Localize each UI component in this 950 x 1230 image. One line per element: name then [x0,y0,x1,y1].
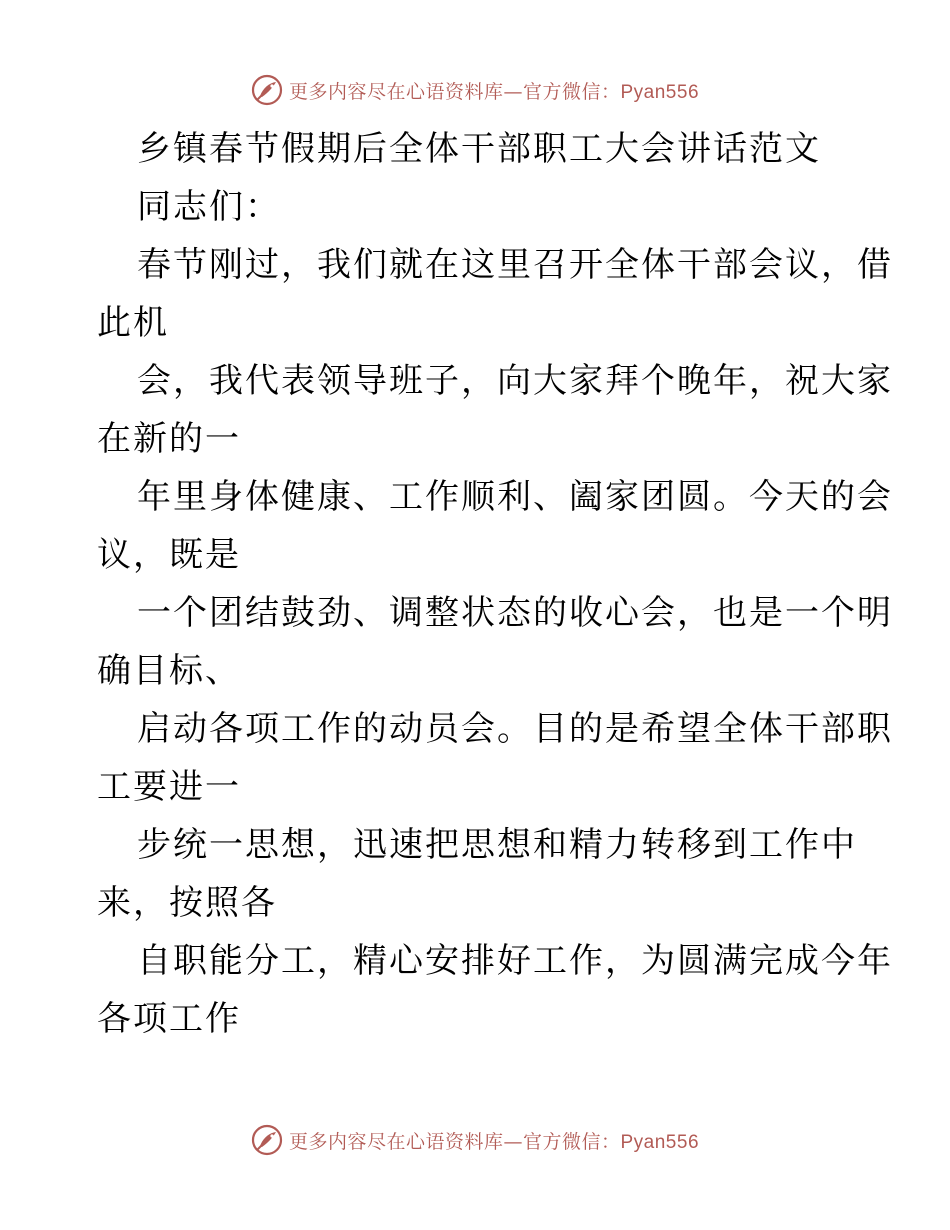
paragraph-line: 自职能分工，精心安排好工作，为圆满完成今年 [137,941,893,981]
paragraph-line: 此机 [97,303,169,343]
paragraph-line: 工要进一 [97,767,241,807]
paragraph-line: 春节刚过，我们就在这里召开全体干部会议，借 [137,245,893,285]
header-dash: — [503,80,523,103]
paragraph-line: 会，我代表领导班子，向大家拜个晚年，祝大家 [137,361,893,401]
paragraph-line: 来，按照各 [97,883,277,923]
paragraph-line: 在新的一 [97,419,241,459]
footer-account: Pyan556 [620,1131,700,1153]
paragraph-line: 年里身体健康、工作顺利、阖家团圆。今天的会 [137,477,893,517]
footer-banner-inner [251,1124,699,1156]
paragraph-line: 确目标、 [97,651,241,691]
document-paragraph [97,236,893,1048]
header-account: Pyan556 [620,81,700,103]
header-banner [0,70,950,110]
paragraph-line: 启动各项工作的动员会。目的是希望全体干部职 [137,709,893,749]
header-banner-text [289,77,699,104]
header-brand: 更多内容尽在心语资料库 [288,80,504,103]
document-title: 乡镇春节假期后全体干部职工大会讲话范文 [137,129,821,169]
header-banner-inner [251,74,699,106]
brand-logo-icon [251,1124,283,1156]
footer-wechat-label: 官方微信： [522,1130,621,1153]
paragraph-line: 一个团结鼓劲、调整状态的收心会，也是一个明 [137,593,893,633]
footer-brand: 更多内容尽在心语资料库 [288,1130,504,1153]
footer-banner-text [289,1127,699,1154]
footer-dash: — [503,1130,523,1153]
paragraph-line: 步统一思想，迅速把思想和精力转移到工作中 [137,825,857,865]
header-wechat-label: 官方微信： [522,80,621,103]
paragraph-line: 议，既是 [97,535,241,575]
brand-logo-icon [251,74,283,106]
document-salutation: 同志们： [137,187,281,227]
paragraph-line: 各项工作 [97,999,241,1039]
footer-banner [0,1120,950,1160]
document-body [97,120,893,1048]
